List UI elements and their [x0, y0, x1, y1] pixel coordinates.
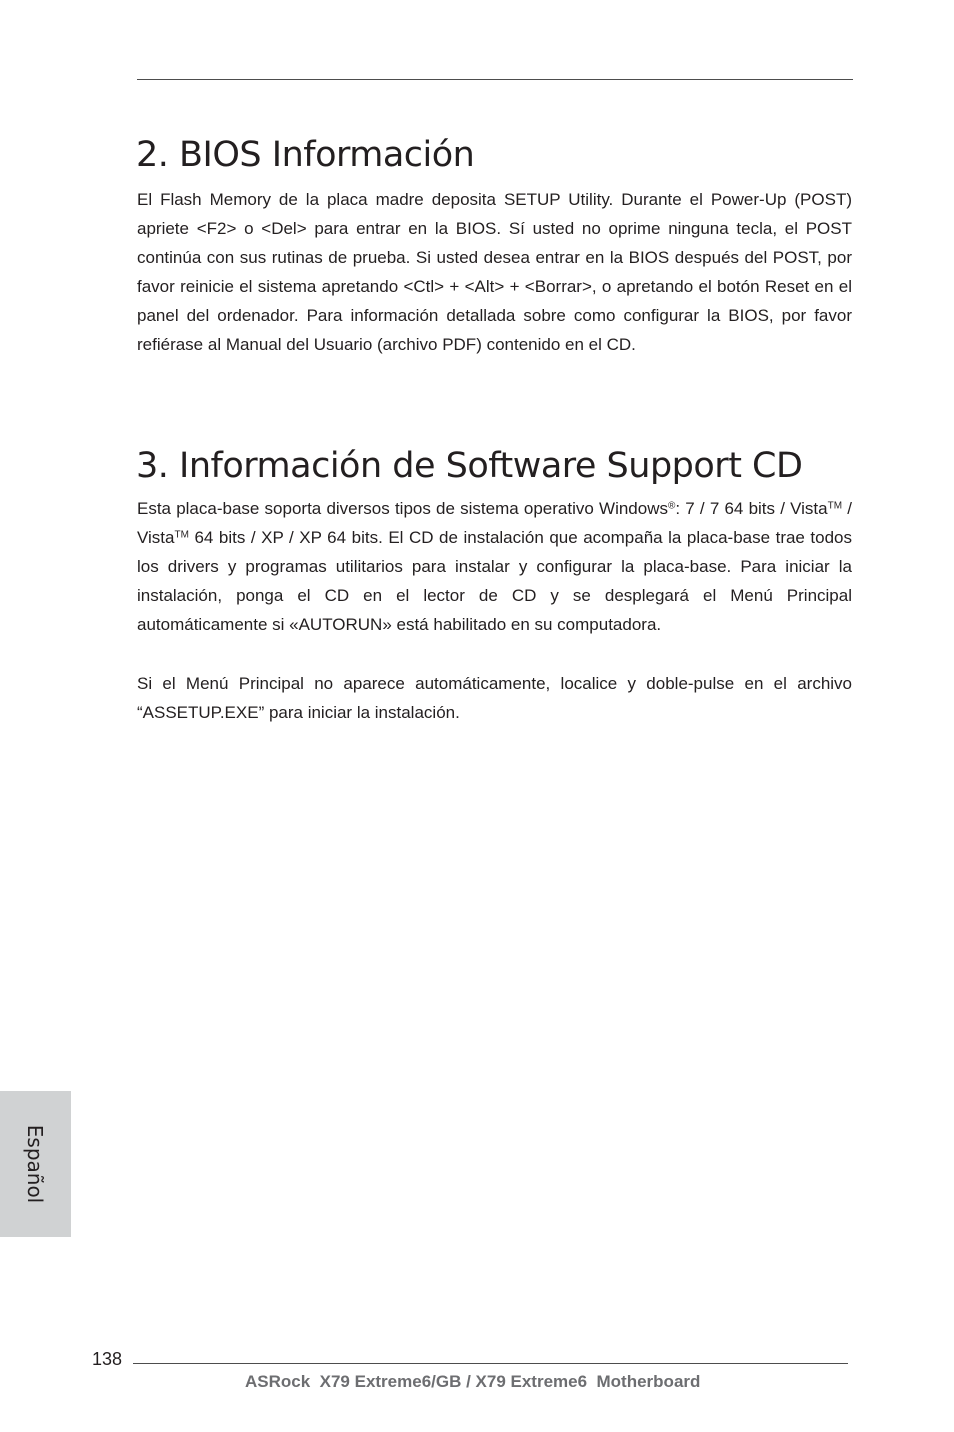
- software-cd-text-part-1: Esta placa-base soporta diversos tipos de sistema operativo Windows: [137, 499, 668, 518]
- language-tab-label: Español: [23, 1124, 47, 1204]
- software-cd-section-heading: 3. Información de Software Support CD: [136, 446, 803, 486]
- page-number: 138: [92, 1349, 123, 1369]
- software-cd-paragraph: [137, 494, 852, 639]
- language-side-tab: [0, 1091, 71, 1237]
- trademark-mark: TM: [174, 529, 189, 541]
- registered-trademark-mark: ®: [667, 500, 676, 512]
- autorun-fallback-paragraph: Si el Menú Principal no aparece automáticamente, localice y doble-pulse en el archivo “ASSETUP.EXE” para iniciar la instalación.: [137, 674, 852, 722]
- software-cd-text-part-3: / Vista: [137, 499, 852, 547]
- footer-product-title: ASRock X79 Extreme6/GB / X79 Extreme6 Motherboard: [245, 1372, 701, 1391]
- bios-section-paragraph: El Flash Memory de la placa madre deposita SETUP Utility. Durante el Power-Up (POST) apriete <F2> o <Del> para entrar en la BIOS. Sí usted no oprime ninguna tecla, el POST continúa con sus rutinas de prueba. Si usted desea entrar en la BIOS después del POST, por favor reinicie el sistema apretando <Ctl> + <Alt> + <Borrar>, o apretando el botón Reset en el panel del ordenador. Para información detallada sobre como configurar la BIOS, por favor refiérase al Manual del Usuario (archivo PDF) contenido en el CD.: [137, 190, 852, 354]
- software-cd-text-part-4: 64 bits / XP / XP 64 bits. El CD de instalación que acompaña la placa-base trae todos los drivers y programas utilitarios para instalar y configurar la placa-base. Para iniciar la instalación, ponga el CD en el lector de CD y se desplegará el Menú Principal automáticamente si «AUTORUN» está habilitado en su computadora.: [137, 528, 852, 634]
- top-divider: [137, 79, 853, 80]
- footer-divider: [133, 1363, 848, 1364]
- trademark-mark: TM: [827, 500, 843, 512]
- bios-section-heading: 2. BIOS Información: [136, 135, 475, 175]
- software-cd-text-part-2: : 7 / 7 64 bits / Vista: [675, 499, 828, 518]
